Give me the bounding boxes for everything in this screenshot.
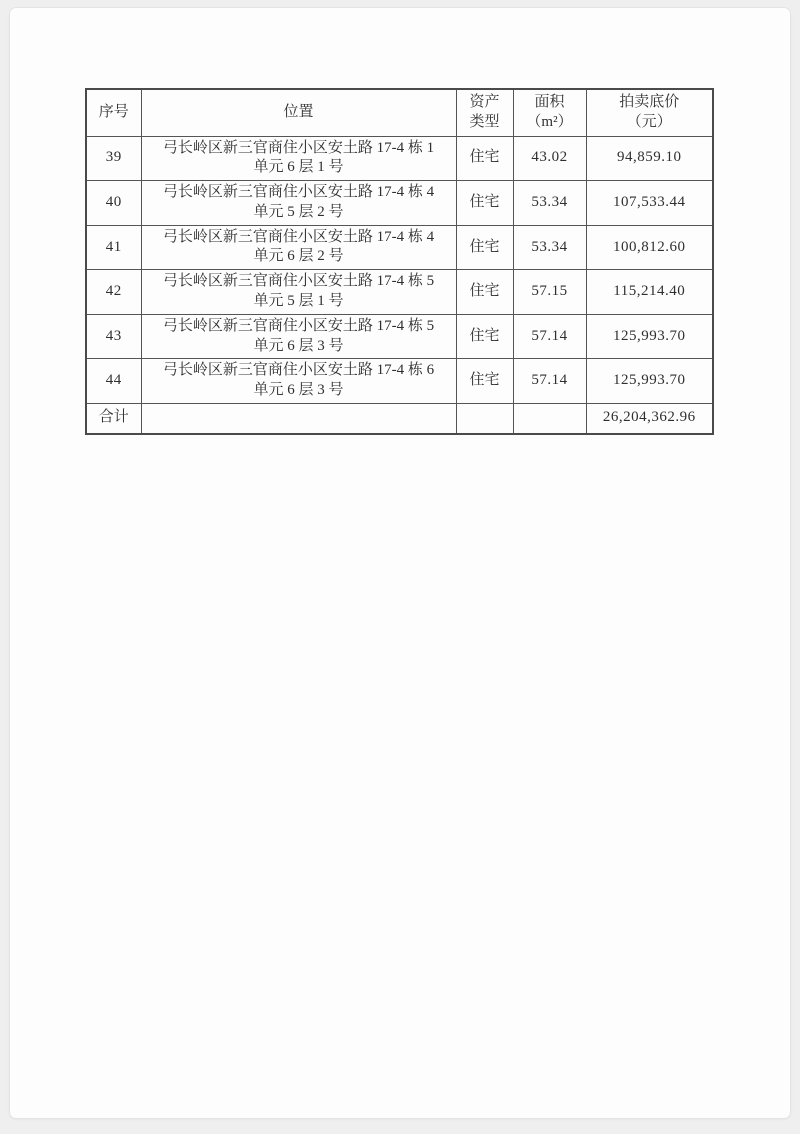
cell-index: 44 [86,359,141,404]
header-asset-type: 资产 类型 [456,89,513,136]
cell-price: 125,993.70 [586,359,713,404]
table-row [86,181,713,226]
cell-asset-type: 住宅 [456,359,513,404]
cell-area: 53.34 [513,181,586,226]
scanned-page [10,8,790,1118]
cell-price: 100,812.60 [586,225,713,270]
cell-location: 弓长岭区新三官商住小区安土路 17-4 栋 4 单元 5 层 2 号 [141,181,456,226]
table-row [86,136,713,181]
cell-area: 53.34 [513,225,586,270]
cell-asset-type: 住宅 [456,136,513,181]
table-row [86,270,713,315]
cell-asset-type: 住宅 [456,314,513,359]
table-row [86,225,713,270]
cell-location: 弓长岭区新三官商住小区安土路 17-4 栋 1 单元 6 层 1 号 [141,136,456,181]
total-area-empty [513,404,586,434]
cell-price: 107,533.44 [586,181,713,226]
header-price: 拍卖底价 （元） [586,89,713,136]
total-price: 26,204,362.96 [586,404,713,434]
table-row [86,314,713,359]
cell-index: 41 [86,225,141,270]
total-asset-type-empty [456,404,513,434]
asset-auction-table [85,88,714,435]
cell-index: 42 [86,270,141,315]
cell-asset-type: 住宅 [456,270,513,315]
cell-price: 115,214.40 [586,270,713,315]
cell-location: 弓长岭区新三官商住小区安土路 17-4 栋 4 单元 6 层 2 号 [141,225,456,270]
cell-area: 43.02 [513,136,586,181]
cell-asset-type: 住宅 [456,181,513,226]
cell-index: 39 [86,136,141,181]
cell-location: 弓长岭区新三官商住小区安土路 17-4 栋 6 单元 6 层 3 号 [141,359,456,404]
header-location: 位置 [141,89,456,136]
cell-location: 弓长岭区新三官商住小区安土路 17-4 栋 5 单元 6 层 3 号 [141,314,456,359]
table-total-row [86,404,713,434]
cell-price: 125,993.70 [586,314,713,359]
cell-price: 94,859.10 [586,136,713,181]
total-location-empty [141,404,456,434]
total-label: 合计 [86,404,141,434]
cell-area: 57.14 [513,359,586,404]
header-area: 面积 （m²） [513,89,586,136]
cell-area: 57.15 [513,270,586,315]
cell-asset-type: 住宅 [456,225,513,270]
cell-area: 57.14 [513,314,586,359]
cell-index: 40 [86,181,141,226]
cell-location: 弓长岭区新三官商住小区安土路 17-4 栋 5 单元 5 层 1 号 [141,270,456,315]
table-header-row [86,89,713,136]
header-index: 序号 [86,89,141,136]
cell-index: 43 [86,314,141,359]
table-row [86,359,713,404]
